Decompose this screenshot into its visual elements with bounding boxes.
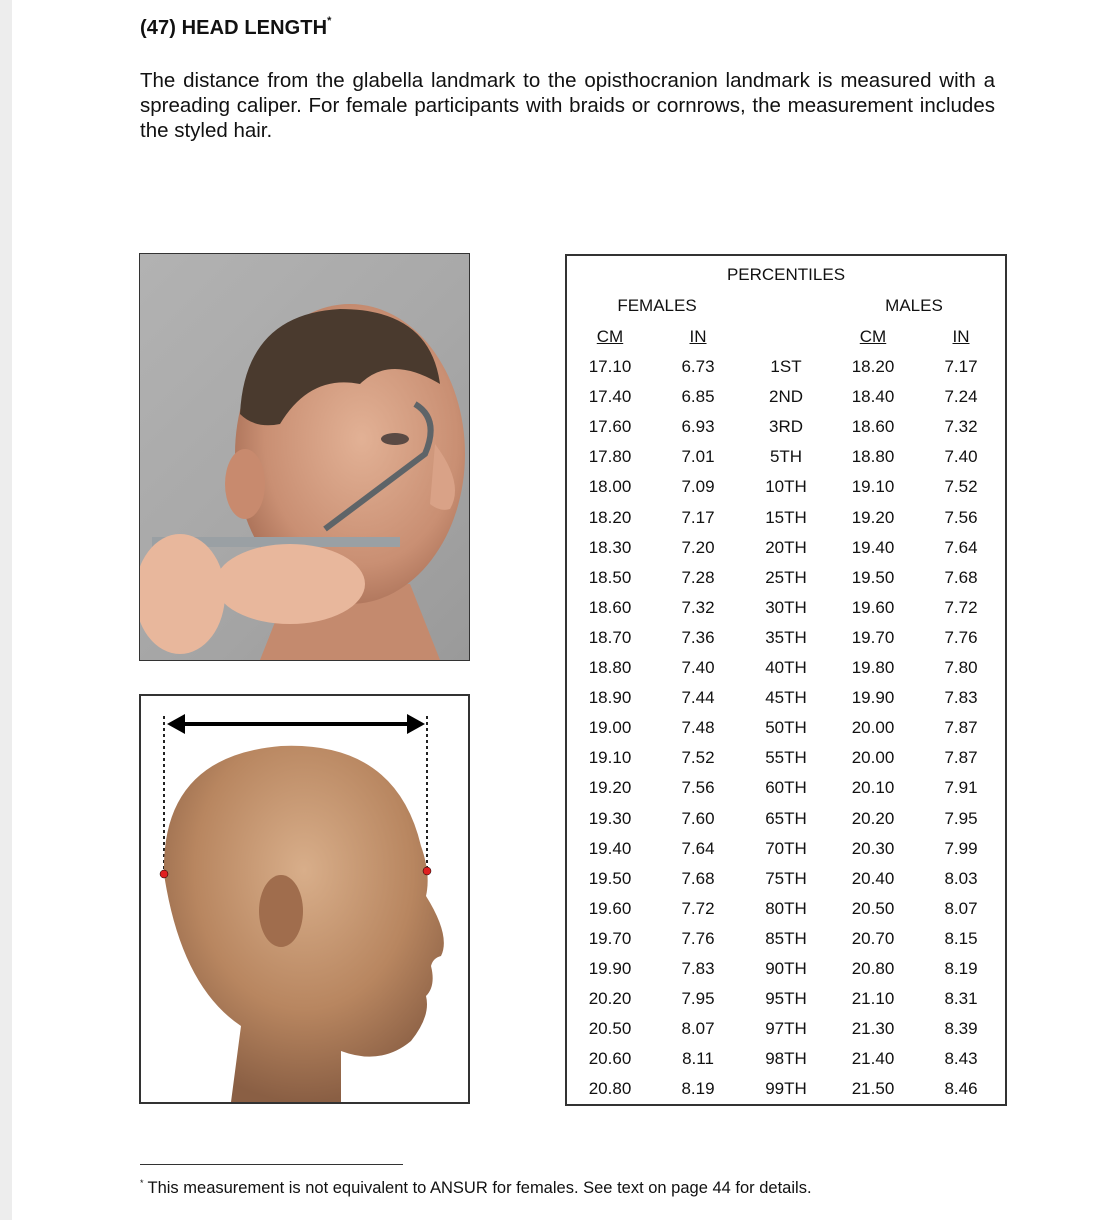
female-in-cell: 7.60 xyxy=(681,808,715,828)
percentile-cell: 60TH xyxy=(765,778,807,798)
female-in-cell: 7.28 xyxy=(681,567,715,587)
table-row xyxy=(567,839,1005,869)
male-in-cell: 7.64 xyxy=(944,537,978,557)
title-footnote-mark: * xyxy=(327,15,332,27)
female-in-cell: 8.07 xyxy=(681,1019,715,1039)
female-in-cell: 7.83 xyxy=(681,959,715,978)
male-in-cell: 7.72 xyxy=(944,597,978,617)
male-in-cell: 7.80 xyxy=(944,658,978,677)
percentile-cell: 45TH xyxy=(765,688,807,708)
male-cm-cell: 21.50 xyxy=(851,1079,895,1099)
male-cm-cell: 19.20 xyxy=(851,507,895,527)
percentile-cell: 97TH xyxy=(765,1019,807,1039)
female-in-header: IN xyxy=(689,327,707,346)
male-cm-cell: 21.10 xyxy=(851,989,895,1009)
table-row xyxy=(567,748,1005,778)
female-cm-cell: 20.80 xyxy=(588,1079,632,1099)
male-cm-cell: 20.10 xyxy=(851,778,895,798)
males-label: MALES xyxy=(885,296,943,315)
table-row xyxy=(567,477,1005,507)
table-row xyxy=(567,809,1005,839)
female-in-cell: 6.85 xyxy=(681,387,715,407)
percentile-cell: 50TH xyxy=(765,718,807,738)
percentile-cell: 98TH xyxy=(765,1049,807,1069)
footnote-text: This measurement is not equivalent to ANSUR for females. See text on page 44 for details. xyxy=(147,1179,812,1197)
female-in-cell: 7.17 xyxy=(681,507,715,527)
female-in-cell: 7.40 xyxy=(681,658,715,677)
percentile-cell: 35TH xyxy=(765,627,807,647)
male-in-cell: 8.39 xyxy=(944,1019,978,1039)
footnote-mark: * xyxy=(140,1178,144,1188)
male-cm-cell: 20.20 xyxy=(851,808,895,828)
percentile-cell: 95TH xyxy=(765,989,807,1009)
male-in-cell: 7.32 xyxy=(944,417,978,437)
male-in-cell: 8.07 xyxy=(944,898,978,918)
table-row xyxy=(567,929,1005,959)
percentile-cell: 99TH xyxy=(765,1079,807,1099)
male-cm-cell: 19.80 xyxy=(851,658,895,677)
male-cm-cell: 20.00 xyxy=(851,718,895,738)
female-in-cell: 7.52 xyxy=(681,748,715,768)
table-row xyxy=(567,568,1005,598)
male-cm-cell: 19.40 xyxy=(851,537,895,557)
female-in-cell: 7.36 xyxy=(681,627,715,647)
female-cm-cell: 18.70 xyxy=(588,627,632,647)
percentile-cell: 3RD xyxy=(768,417,804,437)
table-title: PERCENTILES xyxy=(726,265,846,284)
male-in-cell: 7.17 xyxy=(944,357,978,376)
female-cm-cell: 19.90 xyxy=(588,959,632,978)
percentile-cell: 20TH xyxy=(765,537,807,557)
female-cm-cell: 18.00 xyxy=(588,477,632,497)
female-in-cell: 7.32 xyxy=(681,597,715,617)
male-cm-cell: 21.40 xyxy=(851,1049,895,1069)
female-in-cell: 7.68 xyxy=(681,868,715,888)
percentile-cell: 10TH xyxy=(765,477,807,497)
table-row xyxy=(567,778,1005,808)
male-cm-cell: 18.40 xyxy=(851,387,895,407)
female-cm-cell: 18.30 xyxy=(588,537,632,557)
percentile-cell: 25TH xyxy=(765,567,807,587)
percentile-cell: 75TH xyxy=(765,868,807,888)
female-cm-cell: 17.10 xyxy=(588,357,632,376)
percentile-cell: 55TH xyxy=(765,748,807,768)
male-in-cell: 8.46 xyxy=(944,1079,978,1099)
female-cm-cell: 18.20 xyxy=(588,507,632,527)
section-description: The distance from the glabella landmark to the opisthocranion landmark is measured with a spreading caliper. For female participants with braids or cornrows, the measurement includes the styled hair. xyxy=(140,69,995,142)
percentile-cell: 30TH xyxy=(765,597,807,617)
male-cm-cell: 20.70 xyxy=(851,928,895,948)
table-row xyxy=(567,357,1005,387)
percentile-table xyxy=(565,254,1007,1106)
male-cm-cell: 18.80 xyxy=(851,447,895,467)
male-in-cell: 7.95 xyxy=(944,808,978,828)
male-in-cell: 7.76 xyxy=(944,627,978,647)
male-cm-cell: 18.60 xyxy=(851,417,895,437)
percentile-cell: 15TH xyxy=(765,507,807,527)
female-cm-cell: 17.60 xyxy=(588,417,632,437)
percentile-cell: 65TH xyxy=(765,808,807,828)
female-in-cell: 7.48 xyxy=(681,718,715,738)
section-title: (47) HEAD LENGTH xyxy=(140,17,328,39)
male-cm-cell: 19.90 xyxy=(851,688,895,708)
male-in-cell: 7.99 xyxy=(944,838,978,858)
head-profile-illustration xyxy=(139,694,470,1104)
female-cm-cell: 19.10 xyxy=(588,748,632,768)
male-in-cell: 7.40 xyxy=(944,447,978,467)
male-cm-cell: 20.30 xyxy=(851,838,895,858)
female-cm-cell: 19.60 xyxy=(588,898,632,918)
female-in-cell: 7.64 xyxy=(681,838,715,858)
male-in-cell: 8.15 xyxy=(944,928,978,948)
table-row xyxy=(567,417,1005,447)
female-cm-cell: 19.00 xyxy=(588,718,632,738)
male-in-cell: 7.87 xyxy=(944,748,978,768)
table-row xyxy=(567,688,1005,718)
male-in-cell: 7.68 xyxy=(944,567,978,587)
male-in-cell: 7.52 xyxy=(944,477,978,497)
male-in-cell: 8.43 xyxy=(944,1049,978,1069)
female-cm-header: CM xyxy=(596,327,624,346)
female-cm-cell: 18.90 xyxy=(588,688,632,708)
table-row xyxy=(567,387,1005,417)
female-cm-cell: 19.50 xyxy=(588,868,632,888)
female-cm-cell: 20.50 xyxy=(588,1019,632,1039)
male-cm-cell: 20.80 xyxy=(851,959,895,978)
female-in-cell: 7.01 xyxy=(681,447,715,467)
female-cm-cell: 17.80 xyxy=(588,447,632,467)
percentile-cell: 1ST xyxy=(770,357,802,376)
table-row xyxy=(567,447,1005,477)
male-in-cell: 8.19 xyxy=(944,959,978,978)
table-row xyxy=(567,959,1005,989)
male-cm-cell: 19.70 xyxy=(851,627,895,647)
percentile-cell: 5TH xyxy=(769,447,803,467)
table-row xyxy=(567,598,1005,628)
female-in-cell: 8.11 xyxy=(682,1049,714,1069)
percentile-cell: 80TH xyxy=(765,898,807,918)
footnote xyxy=(140,1179,812,1198)
male-in-cell: 7.87 xyxy=(944,718,978,738)
section-heading xyxy=(140,17,332,40)
percentile-cell: 2ND xyxy=(768,387,804,407)
table-row xyxy=(567,508,1005,538)
female-cm-cell: 20.20 xyxy=(588,989,632,1009)
female-cm-cell: 17.40 xyxy=(588,387,632,407)
female-in-cell: 7.76 xyxy=(681,928,715,948)
table-row xyxy=(567,899,1005,929)
table-row xyxy=(567,869,1005,899)
female-in-cell: 7.09 xyxy=(681,477,715,497)
footnote-rule xyxy=(140,1164,403,1165)
female-cm-cell: 19.70 xyxy=(588,928,632,948)
male-in-cell: 8.31 xyxy=(944,989,978,1009)
male-cm-cell: 20.00 xyxy=(851,748,895,768)
table-row xyxy=(567,718,1005,748)
female-in-cell: 7.95 xyxy=(681,989,715,1009)
male-cm-cell: 18.20 xyxy=(851,357,895,376)
female-in-cell: 6.73 xyxy=(681,357,715,376)
female-cm-cell: 18.80 xyxy=(588,658,632,677)
female-in-cell: 8.19 xyxy=(681,1079,715,1099)
percentile-cell: 70TH xyxy=(765,838,807,858)
percentile-cell: 85TH xyxy=(765,928,807,948)
female-cm-cell: 18.50 xyxy=(588,567,632,587)
female-cm-cell: 18.60 xyxy=(588,597,632,617)
male-cm-cell: 21.30 xyxy=(851,1019,895,1039)
male-in-cell: 7.56 xyxy=(944,507,978,527)
male-in-cell: 8.03 xyxy=(944,868,978,888)
male-in-header: IN xyxy=(952,327,970,346)
male-cm-cell: 20.40 xyxy=(851,868,895,888)
male-cm-cell: 20.50 xyxy=(851,898,895,918)
female-cm-cell: 20.60 xyxy=(588,1049,632,1069)
table-row xyxy=(567,1049,1005,1079)
male-cm-header: CM xyxy=(859,327,887,346)
table-row xyxy=(567,628,1005,658)
male-cm-cell: 19.10 xyxy=(851,477,895,497)
female-in-cell: 7.56 xyxy=(681,778,715,798)
percentile-cell: 40TH xyxy=(765,658,807,677)
table-row xyxy=(567,538,1005,568)
female-cm-cell: 19.20 xyxy=(588,778,632,798)
table-row xyxy=(567,658,1005,688)
female-in-cell: 7.20 xyxy=(681,537,715,557)
male-in-cell: 7.91 xyxy=(944,778,978,798)
caliper-measurement-photo xyxy=(139,253,470,661)
female-in-cell: 7.44 xyxy=(681,688,715,708)
document-page xyxy=(12,0,1101,1220)
male-in-cell: 7.24 xyxy=(944,387,978,407)
percentile-cell: 90TH xyxy=(765,959,807,978)
table-row xyxy=(567,1019,1005,1049)
female-in-cell: 7.72 xyxy=(681,898,715,918)
female-cm-cell: 19.40 xyxy=(588,838,632,858)
male-in-cell: 7.83 xyxy=(944,688,978,708)
table-row xyxy=(567,989,1005,1019)
table-row xyxy=(567,1079,1005,1109)
female-in-cell: 6.93 xyxy=(681,417,715,437)
male-cm-cell: 19.50 xyxy=(851,567,895,587)
female-cm-cell: 19.30 xyxy=(588,808,632,828)
male-cm-cell: 19.60 xyxy=(851,597,895,617)
females-label: FEMALES xyxy=(617,296,697,315)
